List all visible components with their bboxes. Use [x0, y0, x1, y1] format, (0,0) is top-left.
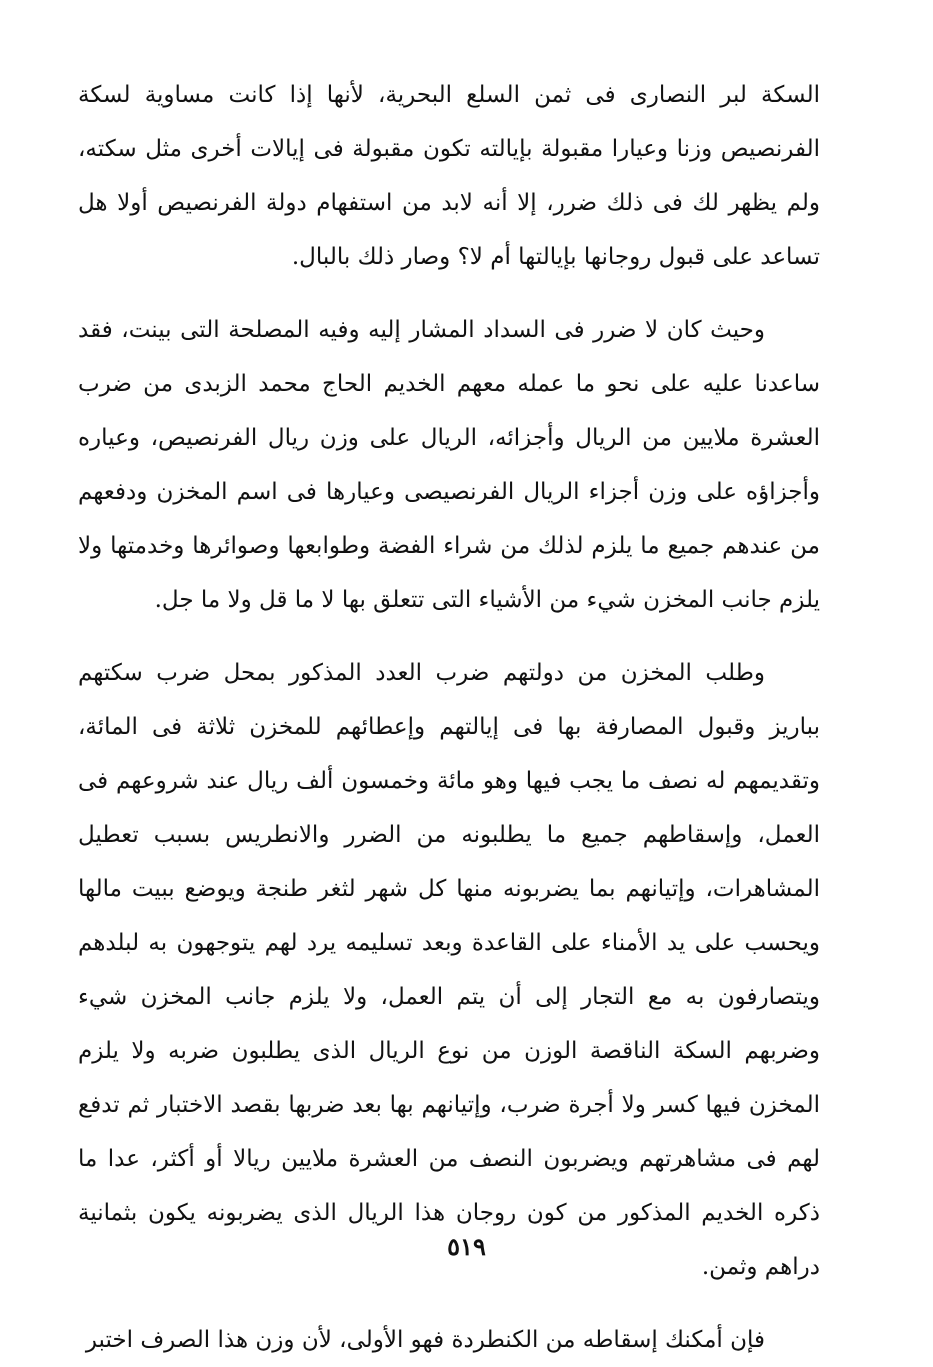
- paragraph-1: السكة لبر النصارى فى ثمن السلع البحرية، لأنها إذا كانت مساوية لسكة الفرنصيص وزنا وعيارا مقبولة بإيالته تكون مقبولة فى إيالات أخرى مثل سكته، ولم يظهر لك فى ذلك ضرر، إلا أنه لابد من استفهام دولة الفرنصيص أولا هل تساعد على قبول روجانها بإيالتها أم لا؟ وصار ذلك بالبال.: [78, 82, 820, 270]
- paragraph-2: وحيث كان لا ضرر فى السداد المشار إليه وفيه المصلحة التى بينت، فقد ساعدنا عليه على نحو ما عمله معهم الخديم الحاج محمد الزبدى من ضرب العشرة ملايين من الريال وأجزائه، الريال على وزن ريال الفرنصيص، وعياره وأجزاؤه على وزن أجزاء الريال الفرنصيصى وعيارها فى اسم المخزن ودفعهم من عندهم جميع ما يلزم لذلك من شراء الفضة وطوابعها وصوائرها وخدمتها ولا يلزم جانب المخزن شيء من الأشياء التى تتعلق بها لا ما قل ولا ما جل.: [78, 317, 821, 613]
- paragraph-3: وطلب المخزن من دولتهم ضرب العدد المذكور بمحل ضرب سكتهم بباريز وقبول المصارفة بها فى إيالتهم وإعطائهم للمخزن ثلاثة فى المائة، وتقديمهم له نصف ما يجب فيها وهو مائة وخمسون ألف ريال عند شروعهم فى العمل، وإسقاطهم جميع ما يطلبونه من الضرر والانطريس بسبب تعطيل المشاهرات، وإتيانهم بما يضربونه منها كل شهر لثغر طنجة ويوضع ببيت مالها ويحسب على يد الأمناء على القاعدة وبعد تسليمه يرد لهم يتوجهون به لبلدهم ويتصارفون به مع التجار إلى أن يتم العمل، ولا يلزم جانب المخزن شيء وضربهم السكة الناقصة الوزن من نوع الريال الذى يطلبون ضربه ولا يلزم المخزن فيها كسر ولا أجرة ضرب، وإتيانهم بها بعد ضربها بقصد الاختبار ثم تدفع لهم فى مشاهرتهم ويضربون النصف من العشرة ملايين ريالا أو أكثر، عدا ما ذكره الخديم المذكور من كون روجان هذا الريال الذى يضربونه يكون بثمانية دراهم وثمن.: [78, 660, 820, 1280]
- page-number: ٥١٩: [447, 1232, 486, 1261]
- document-page: [78, 68, 820, 1367]
- paragraph-4: فإن أمكنك إسقاطه من الكنطردة فهو الأولى، لأن وزن هذا الصرف اختبر: [85, 1327, 765, 1353]
